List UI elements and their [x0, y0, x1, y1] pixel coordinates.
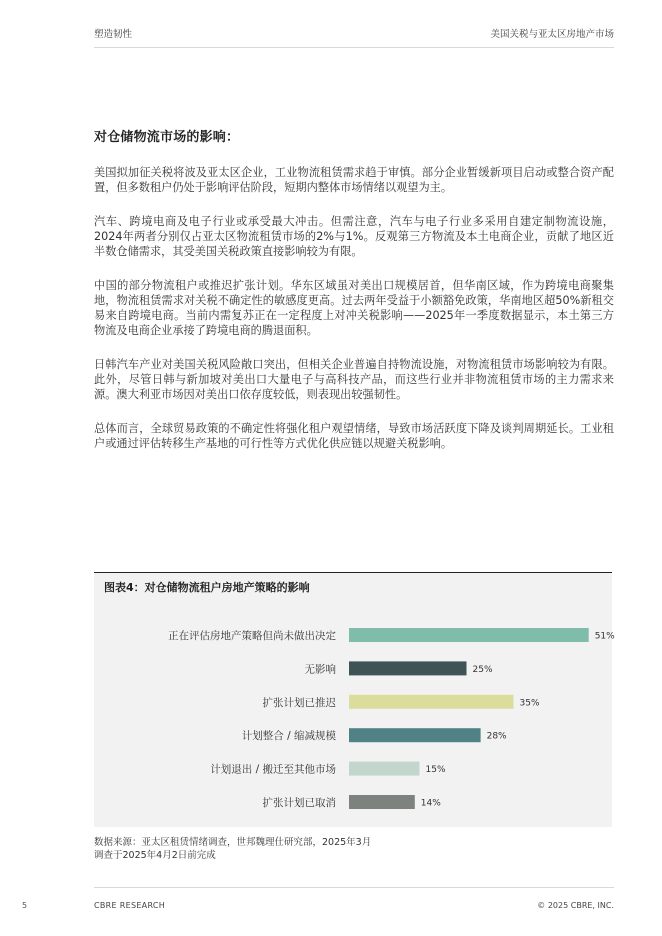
paragraph-2: 汽车、跨境电商及电子行业或承受最大冲击。但需注意，汽车与电子行业多采用自建定制物流设施，2024年两者分别仅占亚太区物流租赁市场的2%与1%。反观第三方物流及本土电商企业，贡献了地区近半数仓储需求，其受美国关税政策直接影响较为有限。 — [94, 215, 614, 258]
footer-divider — [94, 887, 614, 888]
value-label: 15% — [425, 765, 446, 776]
bar — [349, 628, 589, 642]
paragraph-3: 中国的部分物流租户或推迟扩张计划。华东区域虽对美出口规模居首，但华南区域，作为跨境电商聚集地，物流租赁需求对关税不确定性的敏感度更高。过去两年受益于小额豁免政策，华南地区超50%新租交易来自跨境电商。当前内需复苏正在一定程度上对冲关税影响——2025年一季度数据显示，本土第三方物流及电商企业承接了跨境电商的腾退面积。 — [94, 279, 614, 337]
bar — [349, 762, 420, 776]
chart-plot — [94, 573, 615, 828]
paragraph-1: 美国拟加征关税将波及亚太区企业，工业物流租赁需求趋于审慎。部分企业暂缓新项目启动或整合资产配置，但多数租户仍处于影响评估阶段，短期内整体市场情绪以观望为主。 — [94, 166, 614, 194]
value-label: 25% — [472, 664, 493, 675]
value-label: 28% — [486, 731, 507, 742]
value-label: 51% — [594, 631, 615, 642]
footer-brand: CBRE RESEARCH — [94, 901, 166, 910]
bar — [349, 661, 467, 675]
survey-date-line: 调查于2025年4月2日前完成 — [94, 850, 216, 861]
value-label: 35% — [519, 698, 540, 709]
bar — [349, 695, 514, 709]
strategy-impact-chart — [94, 572, 615, 827]
paragraph-5: 总体而言，全球贸易政策的不确定性将强化租户观望情绪，导致市场活跃度下降及谈判周期延长。工业租户或通过评估转移生产基地的可行性等方式优化供应链以规避关税影响。 — [94, 422, 614, 450]
header-section-label: 塑造韧性 — [94, 29, 133, 40]
chart-title: 图表4：对仓储物流租户房地产策略的影响 — [104, 581, 310, 594]
category-label: 无影响 — [304, 663, 336, 676]
paragraph-4: 日韩汽车产业对美国关税风险敞口突出，但相关企业普遍自持物流设施，对物流租赁市场影响较为有限。此外，尽管日韩与新加坡对美出口大量电子与高科技产品，而这些行业并非物流租赁市场的主力需求来源。澳大利亚市场因对美出口依存度较低，则表现出较强韧性。 — [94, 358, 614, 401]
category-label: 正在评估房地产策略但尚未做出决定 — [168, 630, 336, 642]
page-header — [94, 26, 614, 46]
value-label: 14% — [420, 798, 441, 809]
main-content — [94, 126, 614, 470]
page-number: 5 — [22, 901, 28, 910]
footer-copyright: © 2025 CBRE, INC. — [537, 901, 614, 910]
category-label: 扩张计划已推迟 — [262, 696, 336, 709]
source-line: 数据来源：亚太区租赁情绪调查，世邦魏理仕研究部，2025年3月 — [94, 837, 372, 848]
source-note — [94, 836, 371, 862]
category-label: 计划退出 / 搬迁至其他市场 — [210, 763, 336, 776]
header-report-title: 美国关税与亚太区房地产市场 — [490, 29, 614, 40]
category-label: 计划整合 / 缩减规模 — [241, 730, 336, 743]
header-divider — [94, 47, 614, 48]
bar — [349, 795, 415, 809]
category-label: 扩张计划已取消 — [262, 797, 336, 809]
section-title: 对仓储物流市场的影响： — [94, 130, 240, 145]
bar — [349, 728, 481, 742]
